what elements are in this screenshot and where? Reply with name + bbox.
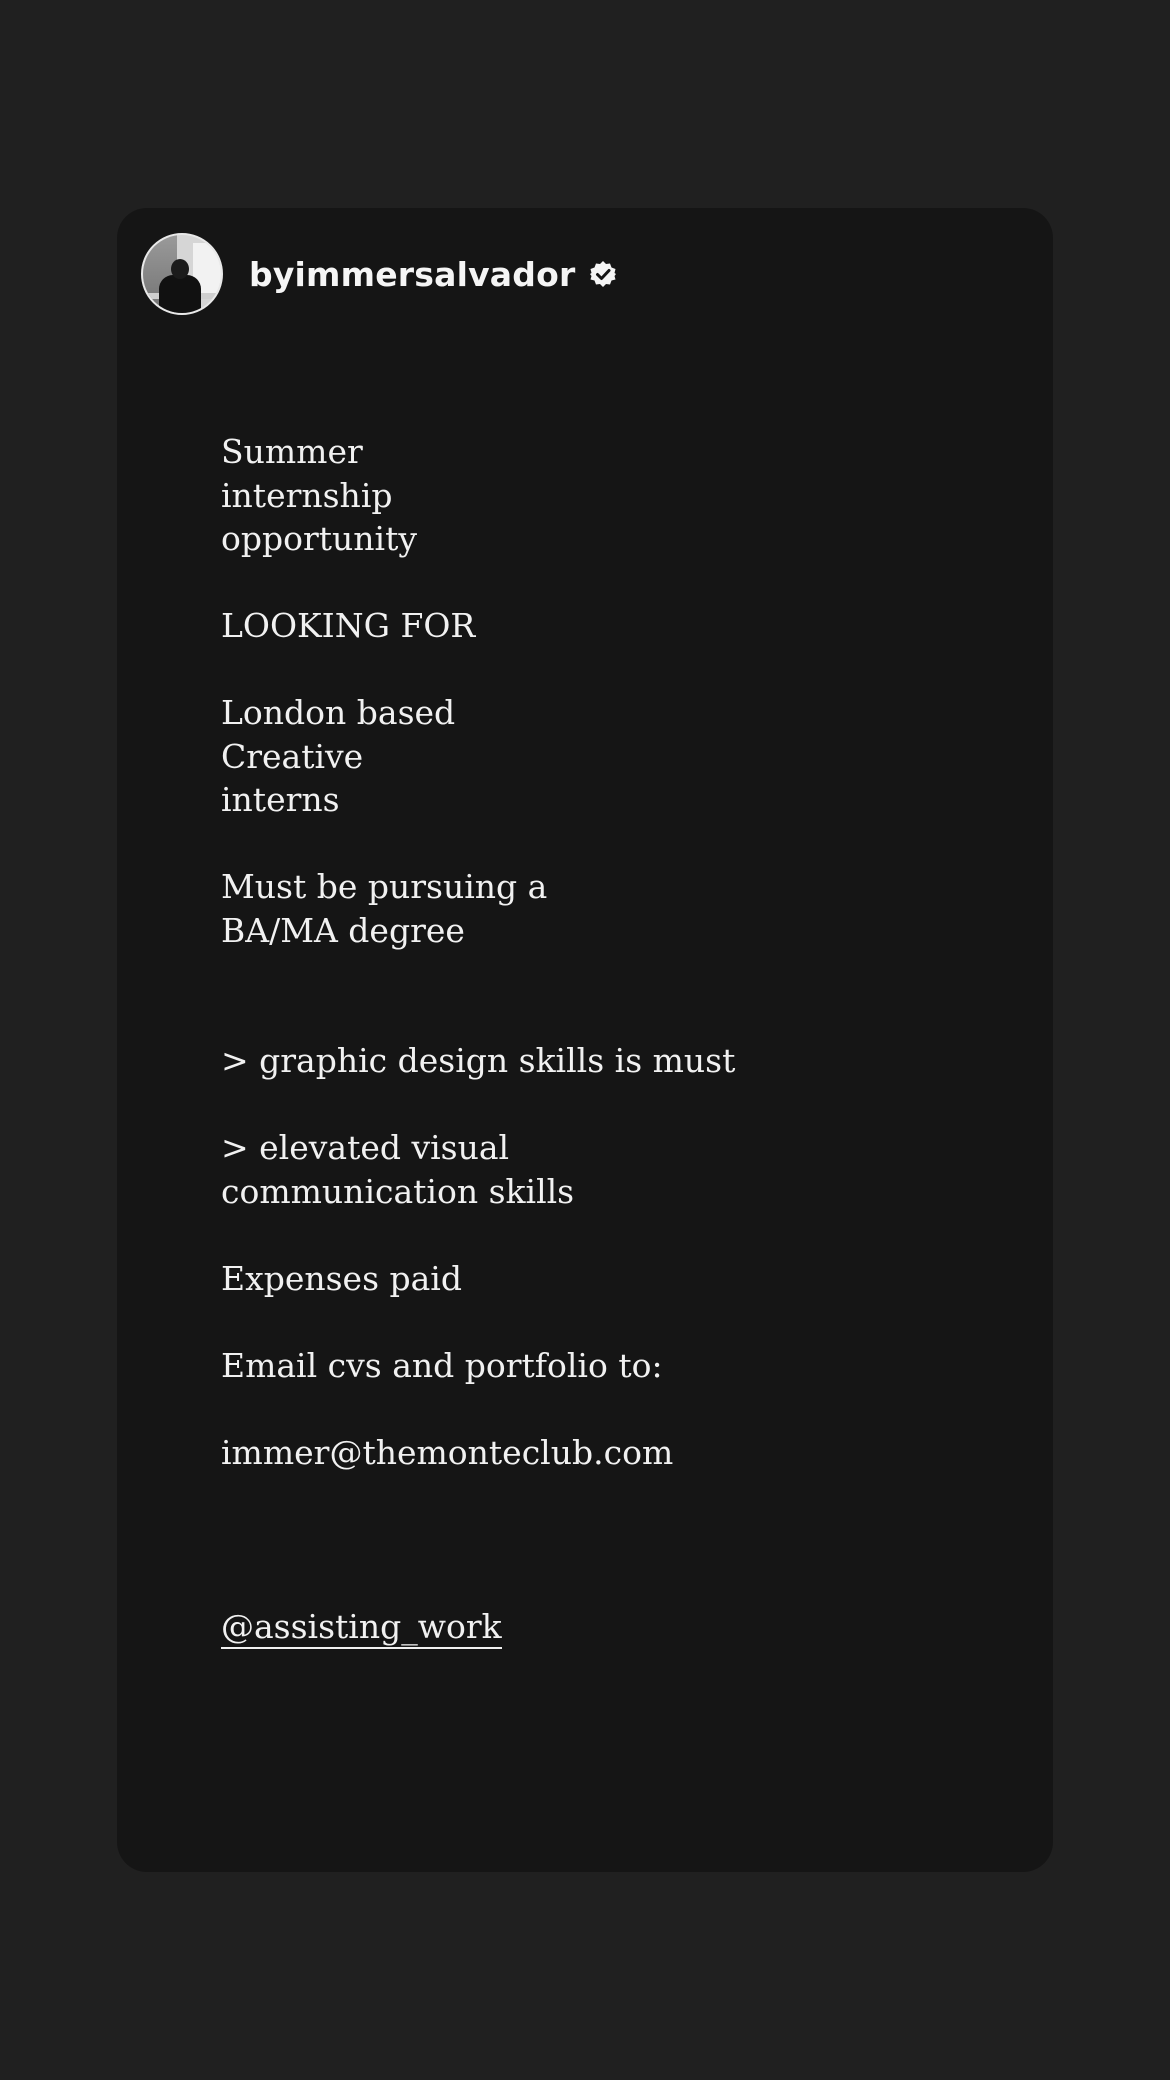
- skill-visual-line-1: > elevated visual: [221, 1128, 510, 1167]
- who-line-3: interns: [221, 780, 340, 819]
- title-line-2: internship: [221, 475, 393, 515]
- story-text: [221, 430, 1001, 1649]
- story-header: [141, 232, 617, 316]
- skill-graphic-design: > graphic design skills is must: [221, 1041, 736, 1080]
- title-line-1: Summer: [221, 432, 363, 471]
- avatar-photo-person: [159, 275, 201, 313]
- verified-badge-icon: [589, 260, 617, 288]
- requirement-line-2: BA/MA degree: [221, 910, 465, 950]
- contact-email: immer@themonteclub.com: [221, 1432, 674, 1472]
- looking-for-heading: LOOKING FOR: [221, 606, 476, 645]
- email-prompt: Email cvs and portfolio to:: [221, 1345, 663, 1385]
- title-line-3: opportunity: [221, 519, 417, 558]
- story-card: [117, 208, 1053, 1872]
- expenses-note: Expenses paid: [221, 1258, 462, 1298]
- mention-sticker[interactable]: @assisting_work: [221, 1607, 502, 1649]
- avatar[interactable]: [141, 233, 223, 315]
- avatar-photo-head: [171, 259, 189, 279]
- skill-visual-line-2: communication skills: [221, 1171, 575, 1211]
- who-line-2: Creative: [221, 736, 364, 776]
- username[interactable]: byimmersalvador: [249, 254, 576, 294]
- requirement-line-1: Must be pursuing a: [221, 867, 548, 906]
- who-line-1: London based: [221, 693, 456, 732]
